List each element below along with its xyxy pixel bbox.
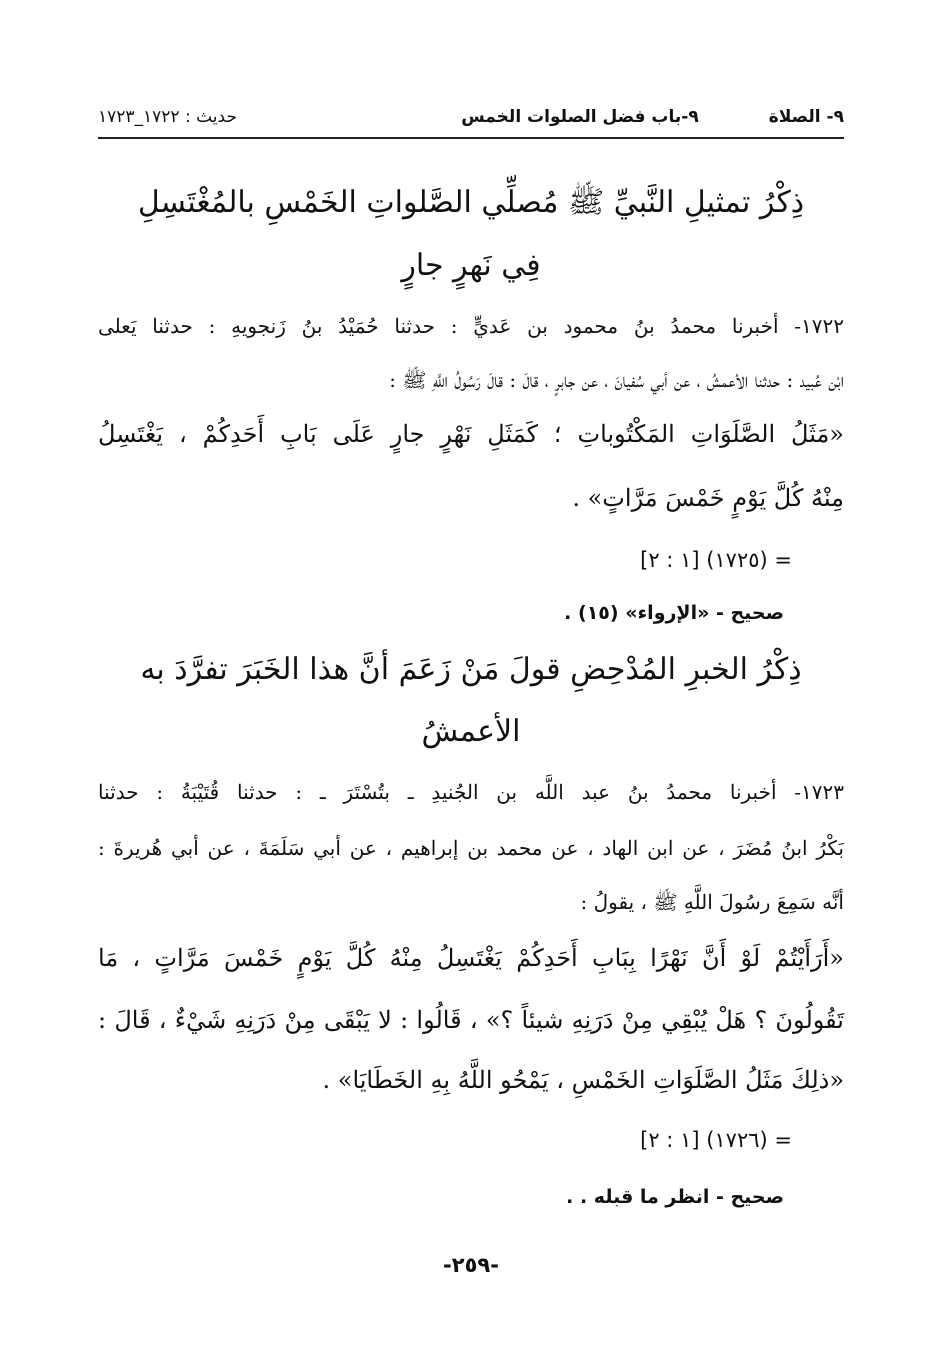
isnad-line: ابْن عُبيد : حدثنا الأعمشُ ، عن أبي سُفيانَ ، عن جابرٍ ، قالَ : قالَ رَسُولُ اللَّهِ ﷺ : bbox=[389, 368, 844, 392]
page-number: -٢٥٩- bbox=[443, 1253, 499, 1277]
hadith-text-line: مِنْهُ كُلَّ يَوْمٍ خَمْسَ مَرَّاتٍ» . bbox=[572, 484, 844, 512]
cross-reference: = (١٧٢٦) [١ : ٢] bbox=[640, 1128, 792, 1152]
header-divider bbox=[98, 137, 844, 139]
cross-reference: = (١٧٢٥) [١ : ٢] bbox=[640, 548, 792, 572]
isnad-line: ١٧٢٣- أخبرنا محمدُ بنُ عبد اللَّه بن الجُنيدِ ـ بتُسْتَرَ ـ : حدثنا قُتَيْبَةُ : حدثنا bbox=[98, 780, 844, 804]
chapter-label: ٩- الصلاة bbox=[768, 107, 844, 127]
hadith-text-line: «أَرَأَيْتُمْ لَوْ أَنَّ نَهْرًا بِبَابِ أَحَدِكُمْ يَغْتَسِلُ مِنْهُ كُلَّ يَوْمٍ خَمْسَ مَرَّاتٍ ، مَا bbox=[98, 944, 844, 972]
isnad-line: أنَّه سَمِعَ رسُولَ اللَّهِ ﷺ ، يقولُ : bbox=[580, 890, 844, 914]
isnad-line: بَكْرُ ابنُ مُضَرَ ، عن ابن الهاد ، عن محمد بن إبراهيم ، عن أبي سَلَمَةَ ، عن أبي هُريرةَ : bbox=[98, 836, 844, 860]
hadith-grade: صحيح - «الإرواء» (١٥) . bbox=[564, 602, 784, 624]
hadith-grade: صحيح - انظر ما قبله . . bbox=[566, 1186, 784, 1208]
section-title-line: ذِكْرُ الخبرِ المُدْحِضِ قولَ مَنْ زَعَمَ أنَّ هذا الخَبَرَ تفرَّدَ به bbox=[140, 652, 802, 687]
section-title-line: فِي نَهرٍ جارٍ bbox=[401, 248, 541, 283]
section-title-line: ذِكْرُ تمثيلِ النَّبيِّ ﷺ مُصلِّي الصَّلواتِ الخَمْسِ بالمُغْتَسِلِ bbox=[137, 185, 805, 220]
running-header bbox=[98, 100, 844, 134]
header-right-group bbox=[461, 107, 844, 127]
section-label: ٩-باب فضل الصلوات الخمس bbox=[461, 107, 699, 127]
hadith-range-label: حديث : ١٧٢٢_١٧٢٣ bbox=[98, 107, 237, 127]
hadith-text-line: «ذلِكَ مَثَلُ الصَّلَوَاتِ الخَمْسِ ، يَمْحُو اللَّهُ بِهِ الخَطَايَا» . bbox=[322, 1066, 844, 1094]
isnad-line: ١٧٢٢- أخبرنا محمدُ بنُ محمود بن عَديٍّ : حدثنا حُمَيْدُ بنُ زَنجويهِ : حدثنا يَعلى bbox=[98, 314, 844, 338]
hadith-text-line: تَقُولُونَ ؟ هَلْ يُبْقِي مِنْ دَرَنِهِ شيئاً ؟» ، قَالُوا : لا يَبْقَى مِنْ دَرَنِهِ شَيْءٌ ، قَالَ : bbox=[98, 1006, 844, 1034]
section-title-line: الأعمشُ bbox=[421, 714, 521, 749]
hadith-text-line: «مَثَلُ الصَّلَوَاتِ المَكْتُوباتِ ؛ كَمَثَلِ نَهْرٍ جارٍ عَلَى بَابِ أَحَدِكُمْ ، يَغْتَسِلُ bbox=[98, 420, 844, 448]
